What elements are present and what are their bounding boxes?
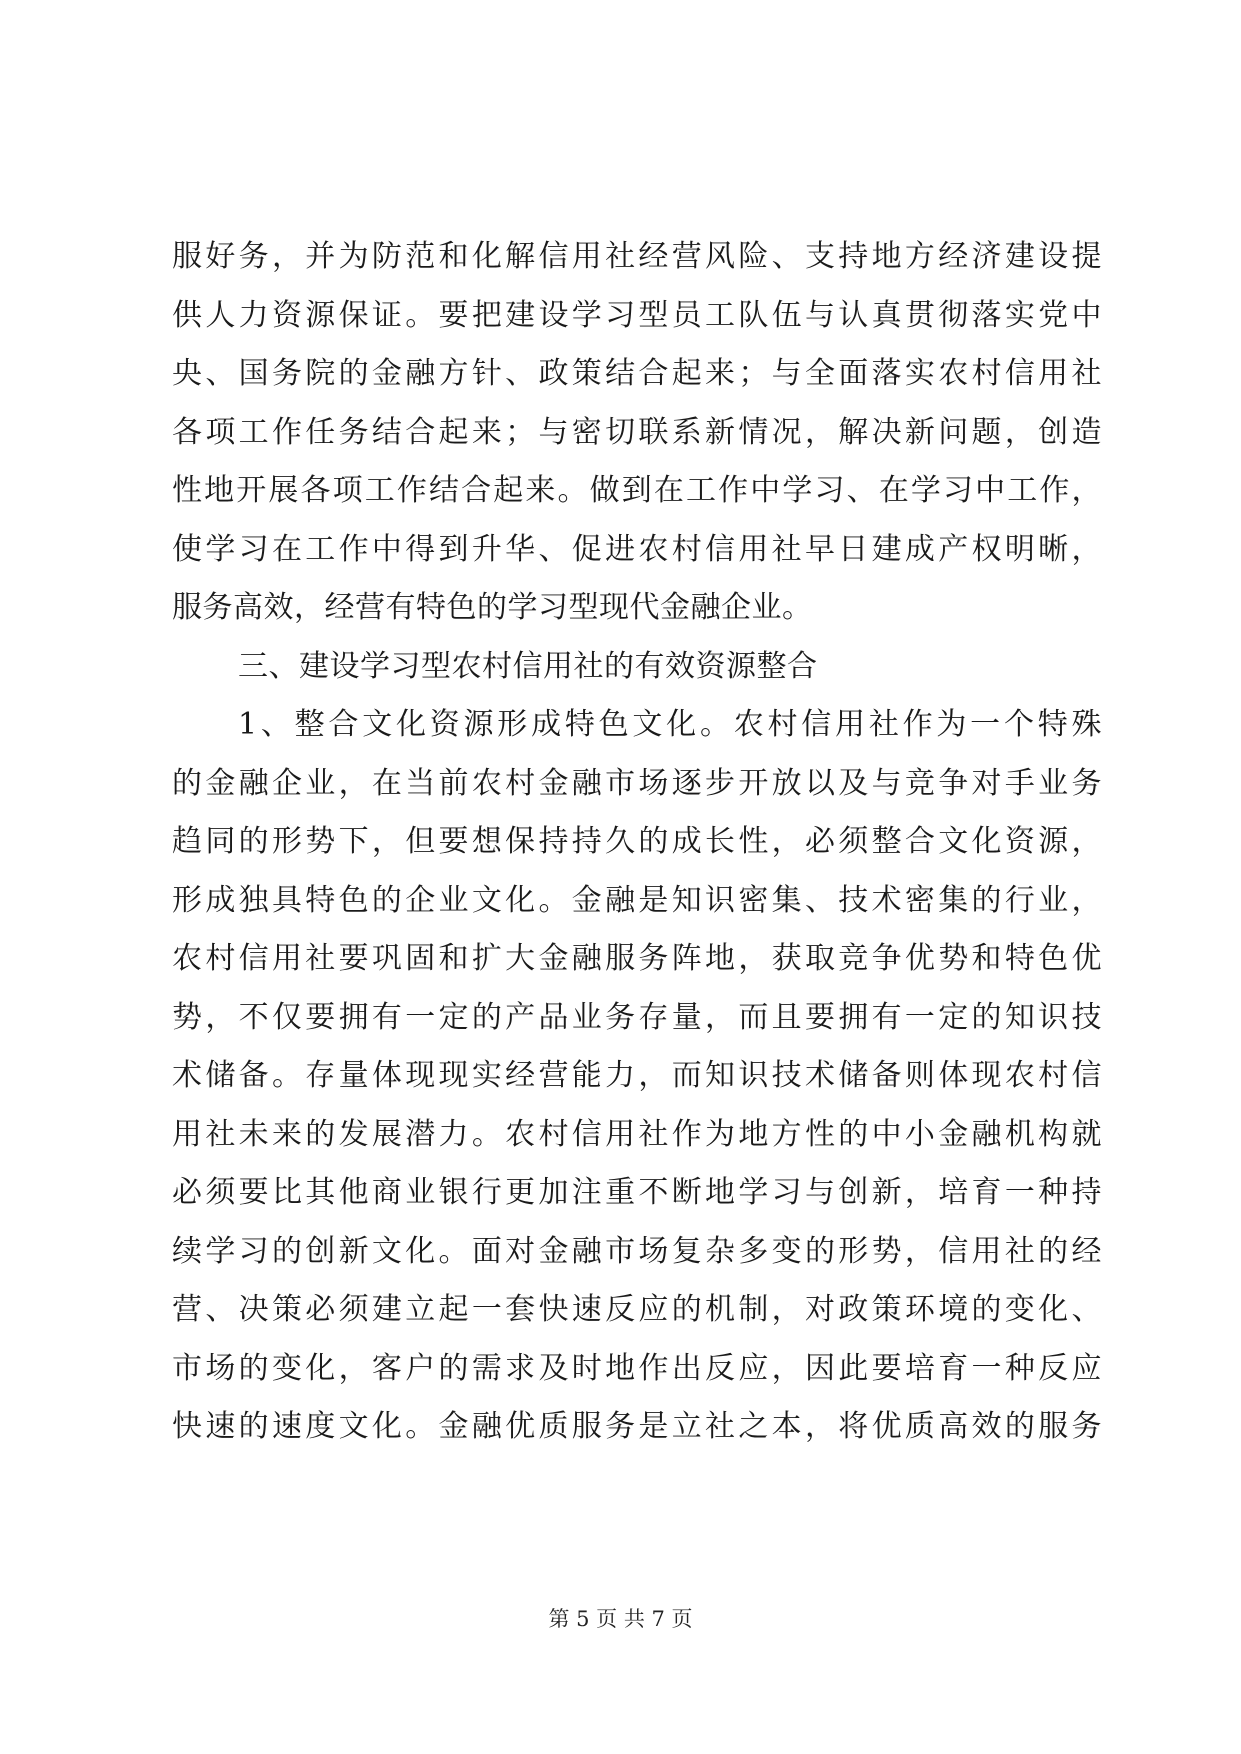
paragraph-3-line-13: 快速的速度文化。金融优质服务是立社之本，将优质高效的服务 — [172, 1409, 1102, 1444]
paragraph-3-line-7: 术储备。存量体现现实经营能力，而知识技术储备则体现农村信 — [172, 1058, 1102, 1093]
paragraph-3-line-6: 势，不仅要拥有一定的产品业务存量，而且要拥有一定的知识技 — [172, 999, 1102, 1035]
paragraph-1-line-7: 服务高效，经营有特色的学习型现代金融企业。 — [172, 590, 813, 625]
paragraph-1-line-4: 各项工作任务结合起来；与密切联系新情况，解决新问题，创造 — [172, 414, 1102, 450]
paragraph-3-line-3: 趋同的形势下，但要想保持持久的成长性，必须整合文化资源， — [172, 824, 1102, 859]
paragraph-1-line-1: 服好务，并为防范和化解信用社经营风险、支持地方经济建设提 — [172, 239, 1102, 274]
paragraph-1-line-2: 供人力资源保证。要把建设学习型员工队伍与认真贯彻落实党中 — [172, 297, 1102, 333]
section-heading: 三、建设学习型农村信用社的有效资源整合 — [238, 648, 818, 684]
paragraph-1-line-3: 央、国务院的金融方针、政策结合起来；与全面落实农村信用社 — [172, 356, 1102, 391]
paragraph-3-line-5: 农村信用社要巩固和扩大金融服务阵地，获取竞争优势和特色优 — [172, 941, 1102, 976]
paragraph-3-line-4: 形成独具特色的企业文化。金融是知识密集、技术密集的行业， — [172, 882, 1102, 918]
paragraph-3-line-8: 用社未来的发展潜力。农村信用社作为地方性的中小金融机构就 — [172, 1116, 1102, 1152]
paragraph-3-line-1: 1、整合文化资源形成特色文化。农村信用社作为一个特殊 — [238, 707, 1102, 742]
paragraph-1-line-5: 性地开展各项工作结合起来。做到在工作中学习、在学习中工作， — [172, 473, 1102, 508]
paragraph-3-line-11: 营、决策必须建立起一套快速反应的机制，对政策环境的变化、 — [172, 1292, 1102, 1327]
paragraph-3-line-10: 续学习的创新文化。面对金融市场复杂多变的形势，信用社的经 — [172, 1233, 1102, 1269]
body-text — [172, 228, 1102, 1457]
paragraph-1-line-6: 使学习在工作中得到升华、促进农村信用社早日建成产权明晰， — [172, 531, 1102, 567]
paragraph-3-line-2: 的金融企业，在当前农村金融市场逐步开放以及与竞争对手业务 — [172, 765, 1102, 801]
page-number-footer: 第 5 页 共 7 页 — [548, 1607, 693, 1631]
paragraph-3-line-12: 市场的变化，客户的需求及时地作出反应，因此要培育一种反应 — [172, 1350, 1102, 1386]
paragraph-3-line-9: 必须要比其他商业银行更加注重不断地学习与创新，培育一种持 — [172, 1175, 1102, 1210]
